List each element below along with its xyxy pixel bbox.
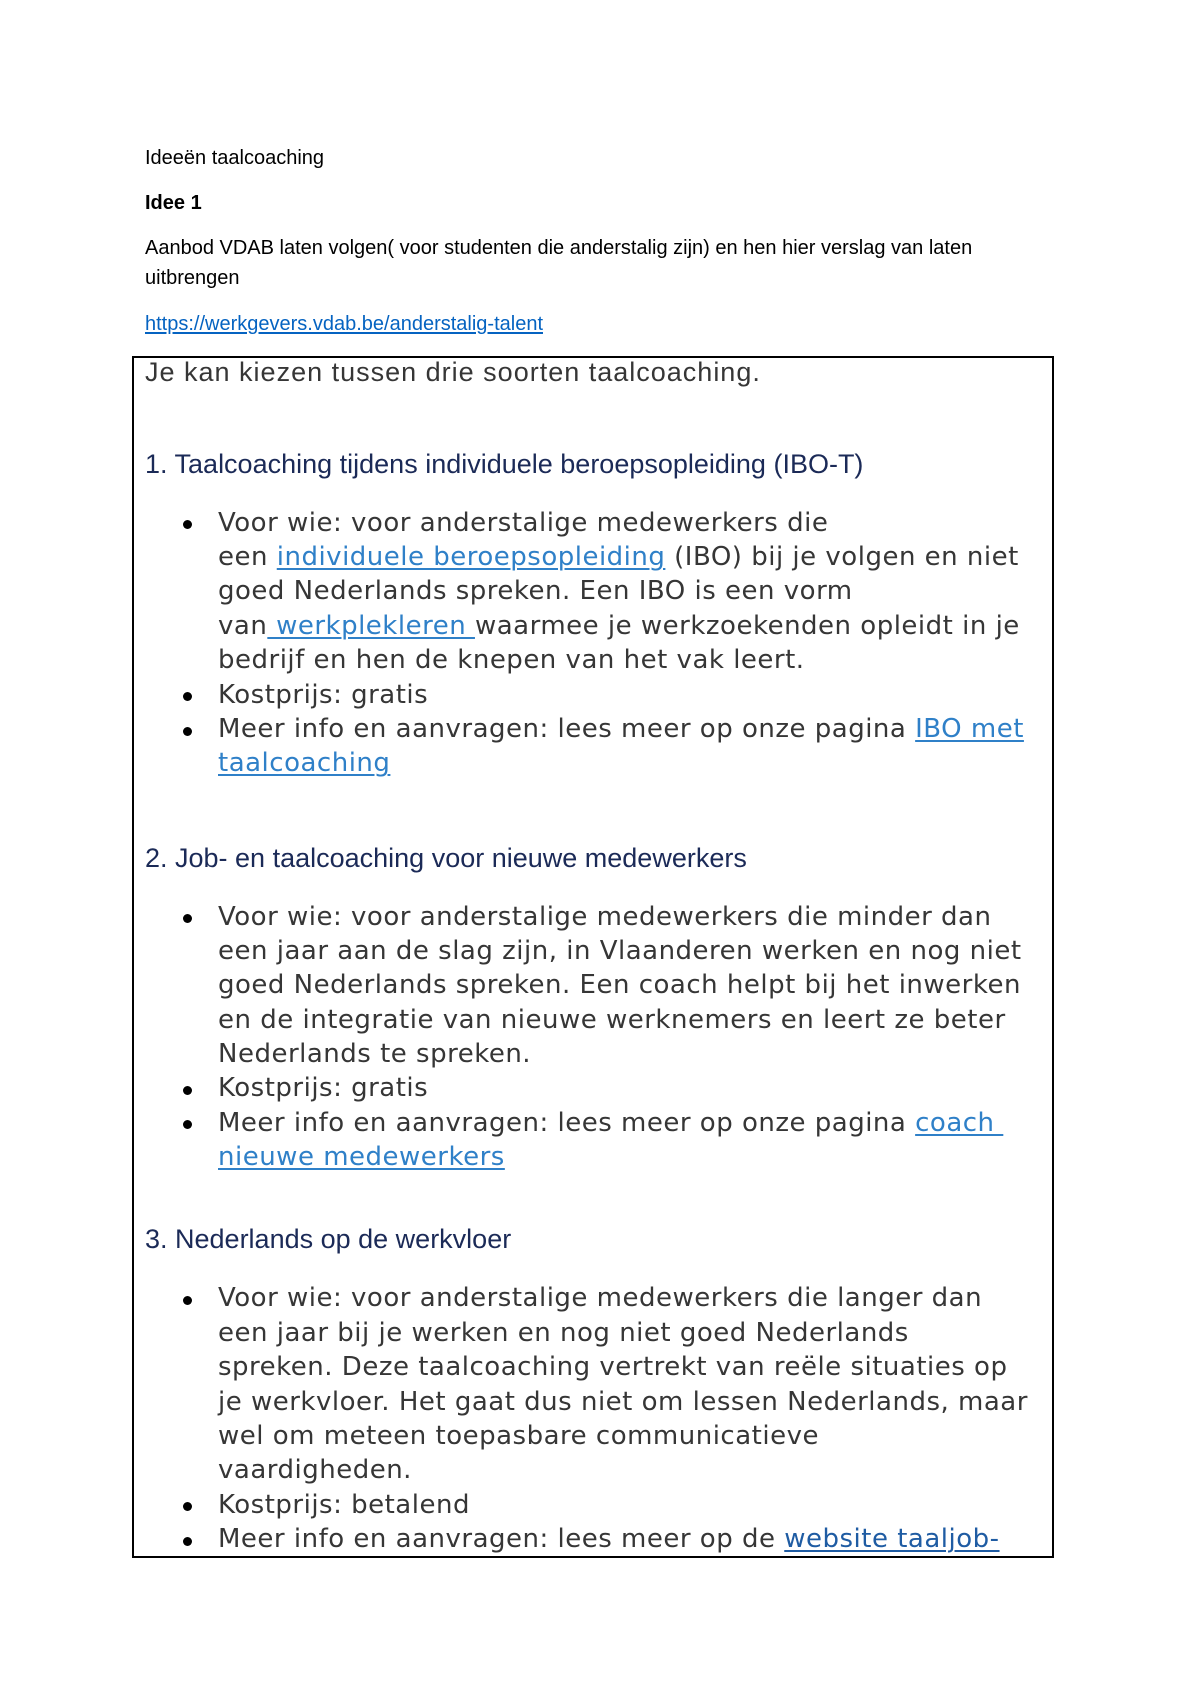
section-heading-job-coaching: 2. Job- en taalcoaching voor nieuwe medewerkers (145, 842, 747, 873)
bullet-icon (183, 520, 192, 529)
document-title: Ideeën taalcoaching (145, 147, 325, 169)
idea-description: Aanbod VDAB laten volgen( voor studenten die anderstalig zijn) en hen hier verslag van laten uitbrengen (145, 237, 973, 289)
bullet-text-line: goed Nederlands spreken. Een IBO is een vorm (218, 576, 853, 607)
link-ibo-met-taalcoaching-part1[interactable]: IBO met (915, 714, 1024, 745)
bullet-target-group (134, 900, 1052, 1072)
bullet-text-line: en de integratie van nieuwe werknemers en leert ze beter (218, 1004, 1006, 1035)
text-segment: van (218, 610, 268, 641)
section-heading-ibo-t: 1. Taalcoaching tijdens individuele beroepsopleiding (IBO-T) (145, 448, 864, 479)
link-website-taaljob[interactable]: website taaljob- (784, 1524, 1000, 1555)
bullet-text-line (218, 712, 1052, 746)
bullet-icon (183, 914, 192, 923)
bullet-text-line (218, 746, 1052, 780)
link-individuele-beroepsopleiding[interactable]: individuele beroepsopleiding (276, 542, 666, 573)
text-segment: een (218, 542, 277, 573)
bullet-price (134, 1071, 1052, 1105)
link-coach-nieuwe-medewerkers-part1[interactable]: coach (915, 1107, 1004, 1138)
bullet-text-line: Voor wie: voor anderstalige medewerkers die (218, 507, 829, 538)
bullet-text-line (218, 609, 1052, 643)
bullet-text-line: Nederlands te spreken. (218, 1039, 532, 1070)
text-segment: Meer info en aanvragen: lees meer op onze pagina (218, 714, 916, 745)
text-segment: Meer info en aanvragen: lees meer op de (218, 1524, 785, 1555)
section-1-list (134, 506, 1052, 781)
bullet-icon (183, 1502, 192, 1511)
bullet-text-line: Voor wie: voor anderstalige medewerkers die langer dan (218, 1283, 983, 1314)
bullet-more-info (134, 712, 1052, 781)
bullet-text-line: Kostprijs: gratis (218, 1073, 429, 1104)
link-werkplekleren[interactable]: werkplekleren (267, 610, 475, 641)
section-heading-werkvloer: 3. Nederlands op de werkvloer (145, 1224, 512, 1255)
bullet-text-line: wel om meteen toepasbare communicatieve (218, 1420, 819, 1451)
text-segment: (IBO) bij je volgen en niet (665, 542, 1019, 573)
bullet-icon (183, 692, 192, 701)
bullet-more-info (134, 1522, 1052, 1556)
bullet-icon (183, 1537, 192, 1546)
link-ibo-met-taalcoaching-part2[interactable]: taalcoaching (218, 748, 391, 779)
bullet-text-line (218, 1140, 1052, 1174)
quoted-excerpt-box (132, 356, 1054, 1558)
bullet-text-line: je werkvloer. Het gaat dus niet om lessen Nederlands, maar (218, 1386, 1028, 1417)
bullet-text-line: een jaar bij je werken en nog niet goed Nederlands (218, 1317, 909, 1348)
bullet-text-line: goed Nederlands spreken. Een coach helpt bij het inwerken (218, 970, 1021, 1001)
source-link[interactable]: https://werkgevers.vdab.be/anderstalig-talent (145, 313, 543, 335)
section-3-list (134, 1281, 1052, 1556)
bullet-text-line (218, 1106, 1052, 1140)
bullet-more-info (134, 1106, 1052, 1175)
bullet-text-line: spreken. Deze taalcoaching vertrekt van reële situaties op (218, 1352, 1008, 1383)
bullet-icon (183, 1086, 192, 1095)
text-segment: Meer info en aanvragen: lees meer op onze pagina (218, 1107, 916, 1138)
bullet-icon (183, 1120, 192, 1129)
section-2-list (134, 900, 1052, 1175)
bullet-target-group (134, 1281, 1052, 1487)
bullet-text-line: een jaar aan de slag zijn, in Vlaanderen werken en nog niet (218, 935, 1022, 966)
bullet-text-line (218, 540, 1052, 574)
bullet-text-line: vaardigheden. (218, 1455, 412, 1486)
bullet-text-line: Kostprijs: gratis (218, 679, 429, 710)
bullet-text-line (218, 1522, 1052, 1556)
excerpt-intro: Je kan kiezen tussen drie soorten taalcoaching. (145, 357, 761, 387)
text-segment: waarmee je werkzoekenden opleidt in je (474, 610, 1020, 641)
bullet-price (134, 1488, 1052, 1522)
bullet-price (134, 678, 1052, 712)
bullet-text-line: Kostprijs: betalend (218, 1489, 470, 1520)
link-coach-nieuwe-medewerkers-part2[interactable]: nieuwe medewerkers (218, 1142, 505, 1173)
idea-heading: Idee 1 (145, 192, 202, 214)
bullet-icon (183, 1296, 192, 1305)
bullet-icon (183, 727, 192, 736)
bullet-text-line: Voor wie: voor anderstalige medewerkers die minder dan (218, 901, 992, 932)
bullet-target-group (134, 506, 1052, 678)
bullet-text-line: bedrijf en hen de knepen van het vak leert. (218, 645, 805, 676)
